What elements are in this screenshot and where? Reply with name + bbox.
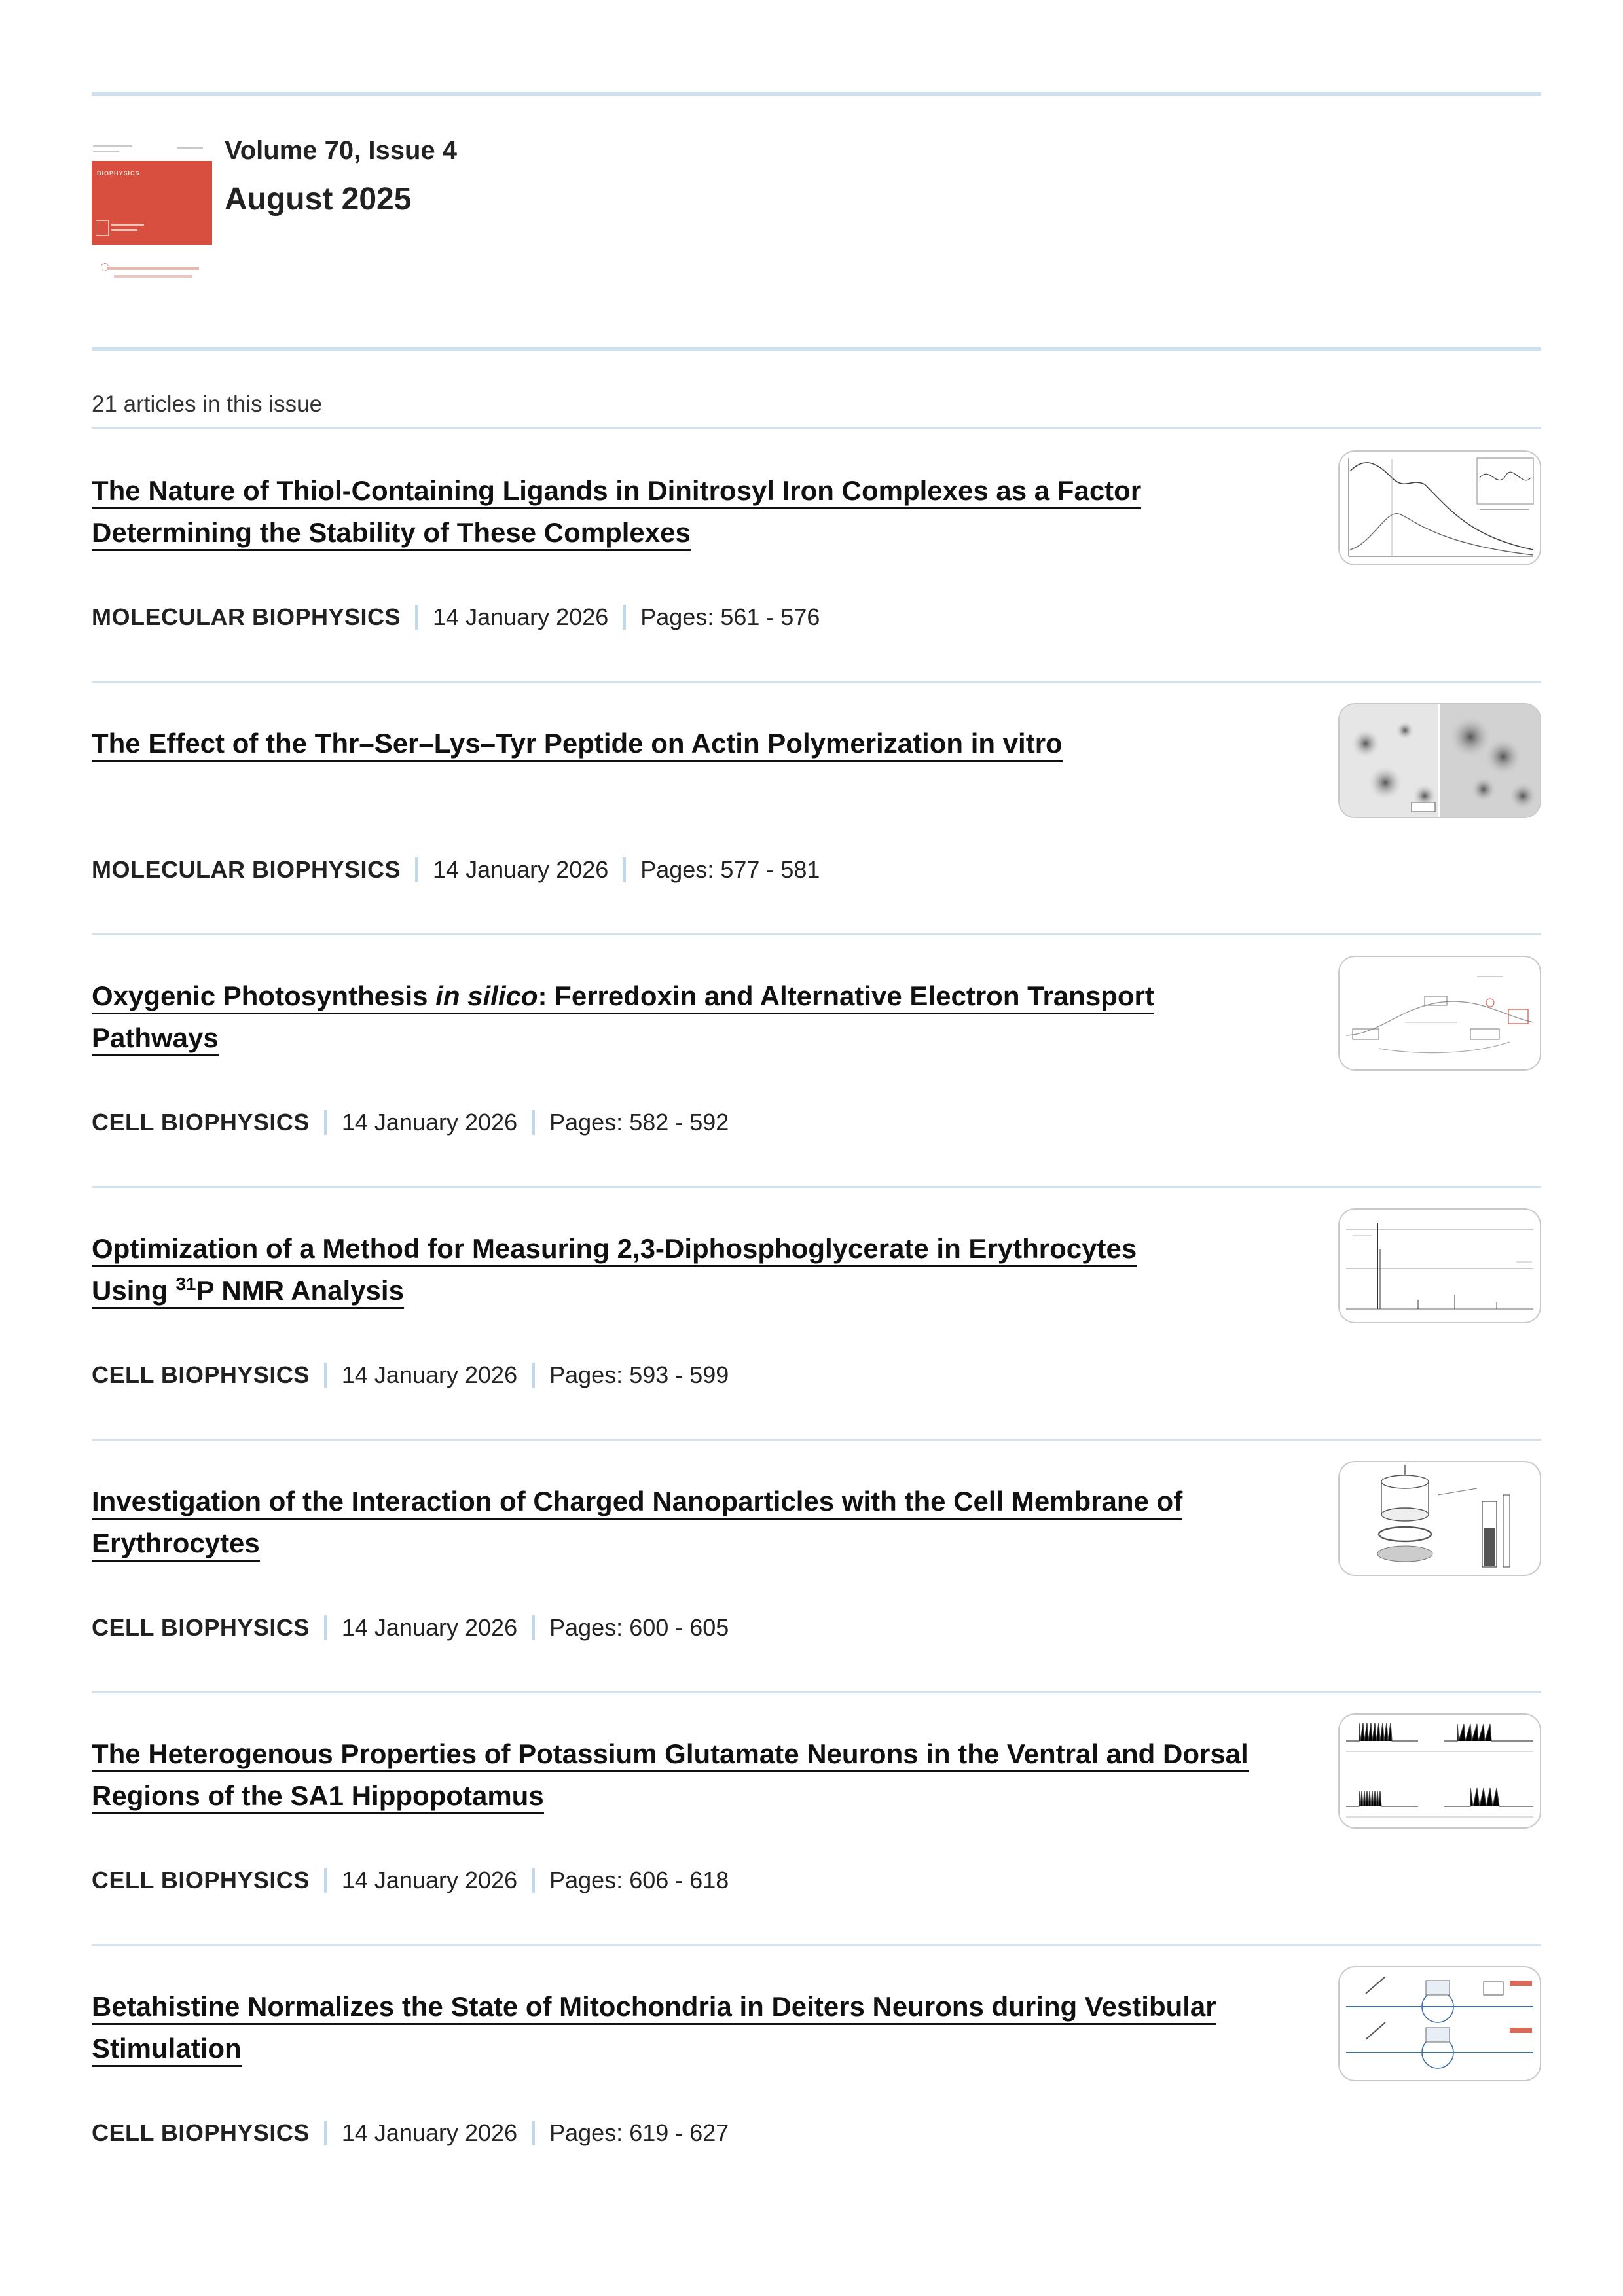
meta-separator: [532, 1363, 535, 1388]
article-title-link[interactable]: [92, 723, 1303, 764]
publish-date: 14 January 2026: [341, 1109, 518, 1136]
meta-separator: [532, 1110, 535, 1135]
article-title-link[interactable]: [92, 1228, 1303, 1312]
title-part[interactable]: Oxygenic Photosynthesis: [92, 980, 436, 1011]
journal-cover-image[interactable]: [92, 143, 212, 285]
title-line[interactable]: The Nature of Thiol-Containing Ligands in Dinitrosyl Iron Complexes as a Factor: [92, 475, 1141, 509]
meta-separator: [532, 2121, 535, 2145]
title-line[interactable]: Betahistine Normalizes the State of Mitochondria in Deiters Neurons during Vestibular: [92, 1991, 1216, 2025]
article-item: [92, 1228, 1541, 1480]
meta-separator: [324, 1868, 327, 1893]
title-line[interactable]: Erythrocytes: [92, 1528, 260, 1562]
article-meta: [92, 856, 820, 884]
apparatus-schematic-thumbnail[interactable]: [1338, 1461, 1541, 1576]
electron-transport-diagram-thumbnail[interactable]: [1338, 956, 1541, 1071]
page-range: Pages: 593 - 599: [549, 1361, 729, 1388]
page-range: Pages: 600 - 605: [549, 1614, 729, 1641]
page-range: Pages: 561 - 576: [640, 603, 820, 630]
subject-label[interactable]: CELL BIOPHYSICS: [92, 1109, 310, 1136]
meta-separator: [324, 1363, 327, 1388]
isotope-superscript[interactable]: 31: [175, 1274, 196, 1294]
article-meta: [92, 1109, 729, 1136]
article-meta: [92, 2119, 729, 2147]
title-line[interactable]: Regions of the SA1 Hippopotamus: [92, 1780, 544, 1814]
meta-separator: [324, 1615, 327, 1640]
subject-label[interactable]: CELL BIOPHYSICS: [92, 1867, 310, 1893]
article-divider: [92, 933, 1541, 935]
meta-separator: [324, 1110, 327, 1135]
article-title-link[interactable]: [92, 470, 1303, 554]
experiment-scheme-thumbnail[interactable]: [1338, 1966, 1541, 2081]
article-item: [92, 1733, 1541, 1986]
title-line[interactable]: Investigation of the Interaction of Charged Nanoparticles with the Cell Membrane of: [92, 1486, 1182, 1520]
top-divider: [92, 92, 1541, 96]
issue-volume: Volume 70, Issue 4: [225, 136, 457, 165]
page-range: Pages: 577 - 581: [640, 856, 820, 883]
article-item: [92, 1480, 1541, 1733]
cover-title: BIOPHYSICS: [97, 170, 140, 177]
page-range: Pages: 619 - 627: [549, 2119, 729, 2146]
publish-date: 14 January 2026: [341, 1867, 518, 1893]
title-line[interactable]: Determining the Stability of These Complexes: [92, 517, 691, 551]
publish-date: 14 January 2026: [341, 1361, 518, 1388]
title-line[interactable]: The Effect of the Thr–Ser–Lys–Tyr Peptide on Actin Polymerization in vitro: [92, 728, 1063, 762]
page-range: Pages: 582 - 592: [549, 1109, 729, 1136]
meta-separator: [623, 605, 626, 630]
title-line[interactable]: Pathways: [92, 1022, 219, 1056]
article-divider: [92, 1691, 1541, 1693]
article-divider: [92, 681, 1541, 683]
article-divider: [92, 1944, 1541, 1946]
count-divider: [92, 427, 1541, 429]
meta-separator: [415, 605, 418, 630]
nmr-spectrum-thumbnail[interactable]: [1338, 1208, 1541, 1323]
publish-date: 14 January 2026: [341, 1614, 518, 1641]
article-title-link[interactable]: [92, 975, 1303, 1059]
electrophysiology-traces-thumbnail[interactable]: [1338, 1713, 1541, 1829]
article-item: [92, 1986, 1541, 2238]
header-divider: [92, 347, 1541, 351]
publish-date: 14 January 2026: [433, 603, 609, 630]
subject-label[interactable]: CELL BIOPHYSICS: [92, 1361, 310, 1388]
title-part[interactable]: : Ferredoxin and Alternative Electron Transport: [538, 980, 1154, 1011]
title-part[interactable]: Using: [92, 1275, 176, 1306]
article-meta: [92, 1867, 729, 1894]
microscopy-thumbnail[interactable]: [1338, 703, 1541, 818]
article-item: [92, 723, 1541, 975]
subject-label[interactable]: CELL BIOPHYSICS: [92, 2119, 310, 2146]
issue-date: August 2025: [225, 182, 412, 217]
title-part[interactable]: P NMR Analysis: [196, 1275, 404, 1306]
title-line[interactable]: The Heterogenous Properties of Potassium Glutamate Neurons in the Ventral and Dorsal: [92, 1738, 1249, 1772]
article-divider: [92, 1186, 1541, 1188]
meta-separator: [324, 2121, 327, 2145]
meta-separator: [532, 1868, 535, 1893]
meta-separator: [415, 857, 418, 882]
article-divider: [92, 1439, 1541, 1441]
subject-label[interactable]: MOLECULAR BIOPHYSICS: [92, 603, 401, 630]
title-line[interactable]: [92, 980, 1154, 1014]
article-item: [92, 975, 1541, 1228]
subject-label[interactable]: MOLECULAR BIOPHYSICS: [92, 856, 401, 883]
article-item: [92, 470, 1541, 723]
title-line[interactable]: Stimulation: [92, 2033, 242, 2067]
article-meta: [92, 1614, 729, 1641]
page-range: Pages: 606 - 618: [549, 1867, 729, 1893]
publish-date: 14 January 2026: [341, 2119, 518, 2146]
meta-separator: [623, 857, 626, 882]
article-meta: [92, 603, 820, 631]
meta-separator: [532, 1615, 535, 1640]
article-meta: [92, 1361, 729, 1389]
article-title-link[interactable]: [92, 1480, 1303, 1564]
title-line[interactable]: Optimization of a Method for Measuring 2,3-Diphosphoglycerate in Erythrocytes: [92, 1233, 1137, 1267]
title-italic-part[interactable]: in silico: [435, 980, 538, 1011]
cover-band: [92, 161, 212, 245]
title-line[interactable]: [92, 1275, 404, 1309]
subject-label[interactable]: CELL BIOPHYSICS: [92, 1614, 310, 1641]
publish-date: 14 January 2026: [433, 856, 609, 883]
article-title-link[interactable]: [92, 1986, 1303, 2070]
article-count: 21 articles in this issue: [92, 391, 323, 417]
article-title-link[interactable]: [92, 1733, 1303, 1817]
spectrum-plot-thumbnail[interactable]: [1338, 450, 1541, 565]
